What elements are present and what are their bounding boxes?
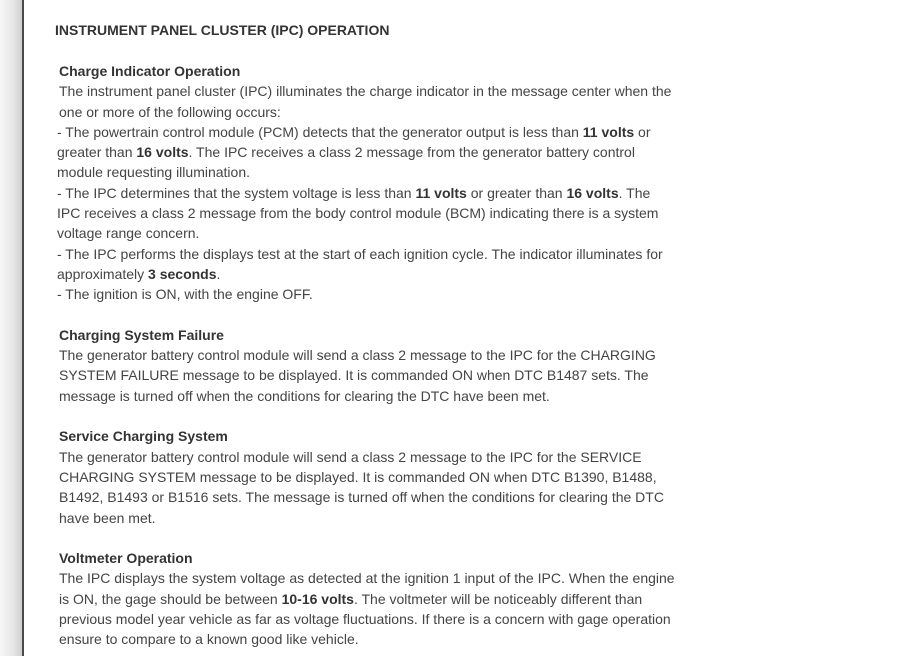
bullet-text: . The IPC receives a class 2 message from the body control module (BCM) indicating there is a system voltage range concern. bbox=[57, 184, 659, 242]
section-heading: Charge Indicator Operation bbox=[59, 63, 241, 79]
bold-value: 16 volts bbox=[136, 144, 189, 161]
section-body bbox=[55, 568, 675, 649]
bullet-text: - The IPC performs the displays test at the start of each ignition cycle. The indicator illuminates for approximately bbox=[57, 245, 663, 282]
section-intro: The instrument panel cluster (IPC) illuminates the charge indicator in the message center when the one or more of the following occurs: bbox=[59, 83, 672, 120]
bullet-text: - The ignition is ON, with the engine OFF. bbox=[57, 286, 313, 303]
bold-value: 11 volts bbox=[415, 184, 467, 201]
section-charge-indicator bbox=[55, 61, 675, 305]
bold-value: 11 volts bbox=[582, 123, 635, 140]
left-gutter bbox=[0, 0, 22, 656]
section-heading: Charging System Failure bbox=[59, 326, 224, 343]
bullet-text: . bbox=[216, 265, 221, 282]
bullet-text: - The powertrain control module (PCM) detects that the generator output is less than bbox=[57, 123, 583, 140]
section-heading: Service Charging System bbox=[59, 428, 228, 445]
bullet-item bbox=[55, 284, 675, 304]
left-border bbox=[22, 0, 24, 656]
bullet-item bbox=[55, 122, 675, 183]
bullet-text: - The IPC determines that the system voltage is less than bbox=[57, 184, 416, 201]
bullet-text: . The IPC receives a class 2 message from the generator battery control module requesting illumination. bbox=[57, 144, 635, 181]
body-text: The IPC displays the system voltage as detected at the ignition 1 input of the IPC. When the engine is ON, the gage should be between bbox=[59, 570, 675, 607]
bold-value: 3 seconds bbox=[148, 265, 217, 282]
bullet-text: or greater than bbox=[57, 123, 651, 161]
bullet-text: or greater than bbox=[466, 184, 567, 201]
bullet-item bbox=[55, 244, 675, 285]
bold-value: 16 volts bbox=[566, 184, 619, 201]
body-text: . The voltmeter will be noticeably different than previous model year vehicle as far as voltage fluctuations. If there is a concern with gage operation ensure to compare to a known good like vehicle. bbox=[59, 590, 671, 648]
bold-value: 10-16 volts bbox=[281, 590, 354, 607]
document-title: INSTRUMENT PANEL CLUSTER (IPC) OPERATION bbox=[55, 22, 390, 38]
section-voltmeter-operation bbox=[55, 548, 675, 649]
document-content bbox=[55, 19, 675, 656]
bullet-item bbox=[55, 183, 675, 244]
section-body: The generator battery control module will send a class 2 message to the IPC for the SERVICE CHARGING SYSTEM message to be displayed. It is commanded ON when DTC B1390, B1488, B1492, B1493 or B1516 sets. The message is turned off when the conditions for clearing the DTC have been met. bbox=[59, 448, 664, 526]
section-heading: Voltmeter Operation bbox=[59, 550, 193, 567]
section-body: The generator battery control module will send a class 2 message to the IPC for the CHARGING SYSTEM FAILURE message to be displayed. It is commanded ON when DTC B1487 sets. The message is turned off when the conditions for clearing the DTC have been met. bbox=[59, 347, 656, 404]
section-charging-system-failure bbox=[55, 325, 675, 406]
section-service-charging-system bbox=[55, 426, 675, 527]
